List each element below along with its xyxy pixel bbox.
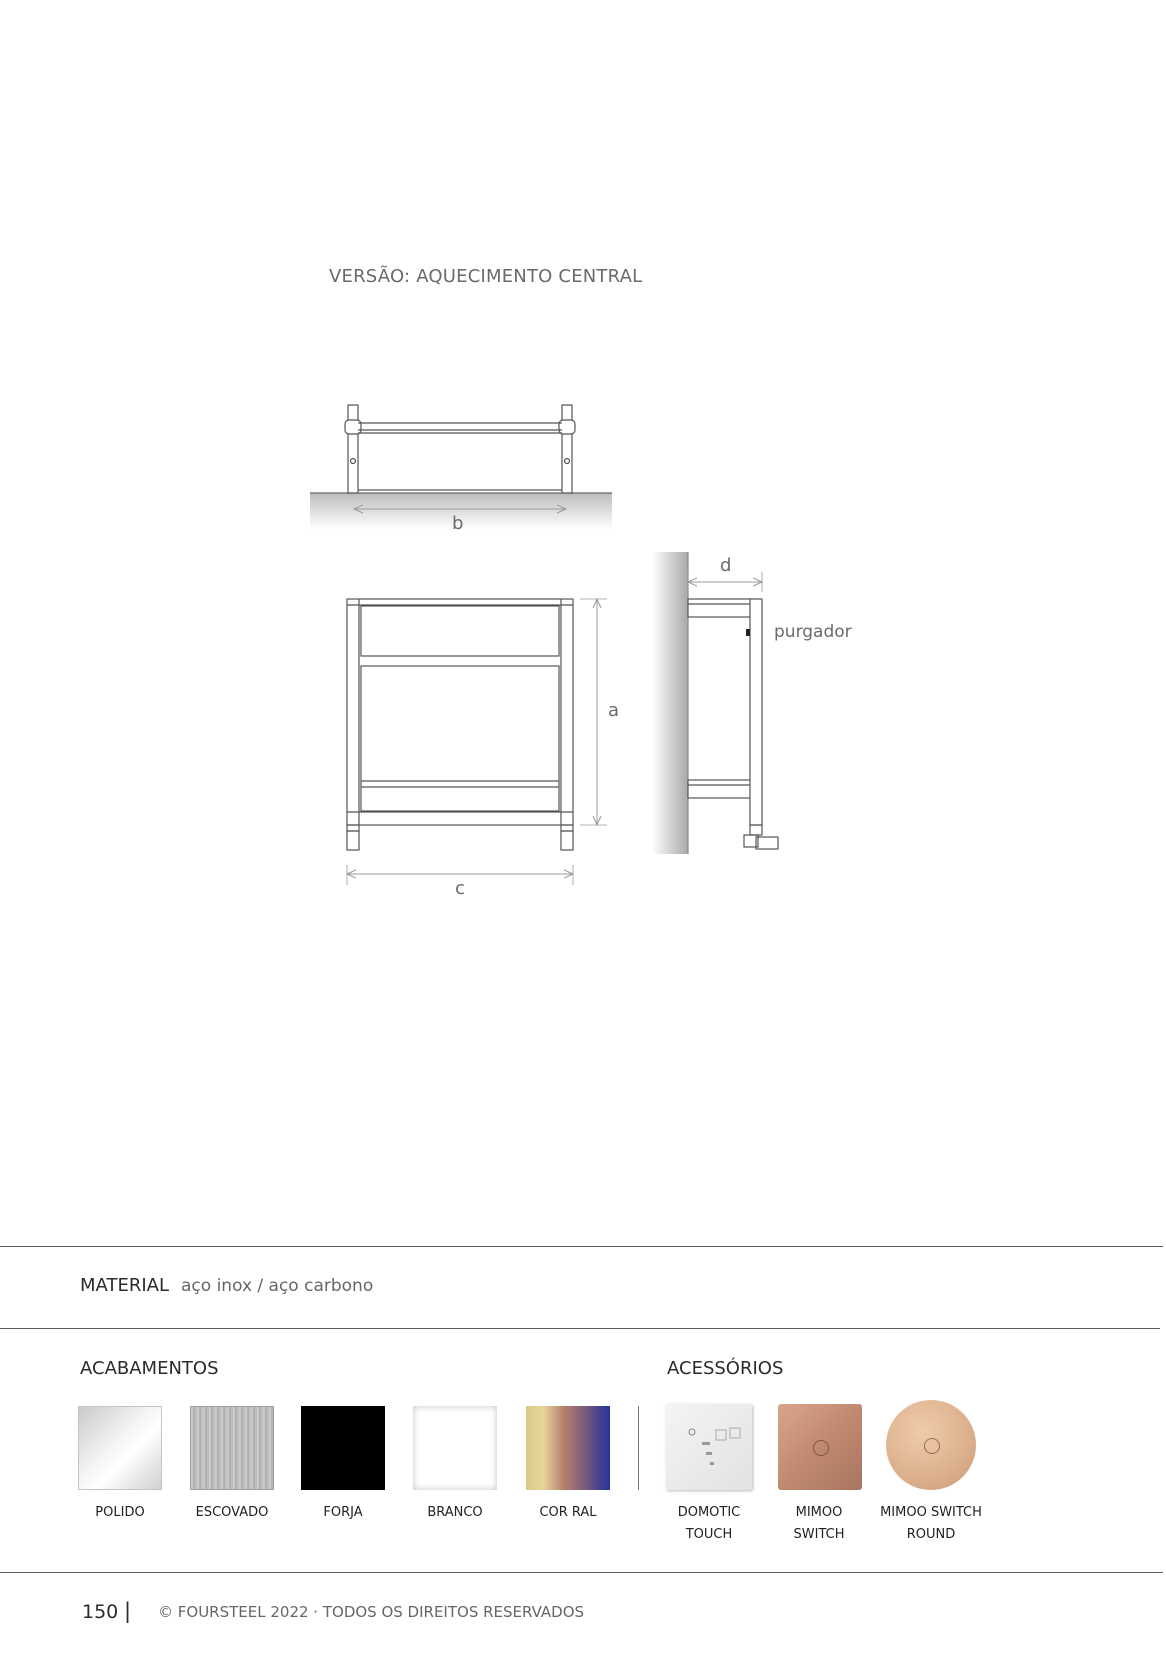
accessory-label-mimoo-switch-round xyxy=(866,1502,996,1546)
accessory-image-mimoo-switch xyxy=(778,1404,862,1490)
top-view xyxy=(310,405,612,529)
accessory-label-mimoo-switch xyxy=(764,1502,874,1546)
accessory-label-line1: MIMOO xyxy=(795,1505,843,1520)
finishes-heading: ACABAMENTOS xyxy=(80,1358,219,1379)
wall-shading xyxy=(652,552,688,854)
accessories-heading: ACESSÓRIOS xyxy=(667,1358,784,1379)
accessory-label-line2: ROUND xyxy=(906,1527,956,1542)
divider-top xyxy=(0,1246,1163,1247)
finish-swatch-branco xyxy=(413,1406,497,1490)
front-view xyxy=(347,599,607,885)
finish-label-branco: BRANCO xyxy=(427,1505,483,1520)
dimension-c-label: c xyxy=(455,878,465,899)
finishes-accessories-divider xyxy=(638,1406,639,1490)
page-number: 150 xyxy=(82,1601,119,1623)
finish-swatch-cor-ral xyxy=(526,1406,610,1490)
accessory-image-mimoo-switch-round xyxy=(886,1400,976,1490)
finish-label-forja: FORJA xyxy=(323,1505,363,1520)
material-label: MATERIAL xyxy=(80,1275,169,1296)
version-title: VERSÃO: AQUECIMENTO CENTRAL xyxy=(329,266,643,287)
domotic-touch-icon xyxy=(666,1404,752,1490)
divider-middle xyxy=(0,1328,1160,1329)
purge-label: purgador xyxy=(774,622,852,642)
dimension-d-label: d xyxy=(720,555,732,576)
purge-valve-marker xyxy=(746,629,750,636)
accessory-image-domotic-touch xyxy=(666,1404,752,1490)
accessory-label-domotic-touch xyxy=(654,1502,764,1546)
finish-swatch-forja xyxy=(301,1406,385,1490)
accessory-label-line2: TOUCH xyxy=(685,1527,733,1542)
finish-swatch-escovado xyxy=(190,1406,274,1490)
finish-label-cor-ral: COR RAL xyxy=(539,1505,597,1520)
accessory-label-line1: DOMOTIC xyxy=(677,1505,741,1520)
page-separator: | xyxy=(124,1599,132,1623)
accessory-label-line1: MIMOO SWITCH xyxy=(880,1505,982,1520)
finish-label-escovado: ESCOVADO xyxy=(195,1505,269,1520)
power-button-icon xyxy=(813,1440,829,1456)
finish-label-polido: POLIDO xyxy=(95,1505,145,1520)
dimension-a-label: a xyxy=(608,700,620,721)
accessory-label-line2: SWITCH xyxy=(793,1527,845,1542)
dimension-b-label: b xyxy=(452,513,464,534)
divider-footer xyxy=(0,1572,1163,1573)
power-button-icon xyxy=(924,1438,940,1454)
material-value: aço inox / aço carbono xyxy=(181,1276,374,1296)
copyright-text: © FOURSTEEL 2022 · TODOS OS DIREITOS RESERVADOS xyxy=(158,1603,585,1621)
side-view xyxy=(652,552,778,854)
finish-swatch-polido xyxy=(78,1406,162,1490)
